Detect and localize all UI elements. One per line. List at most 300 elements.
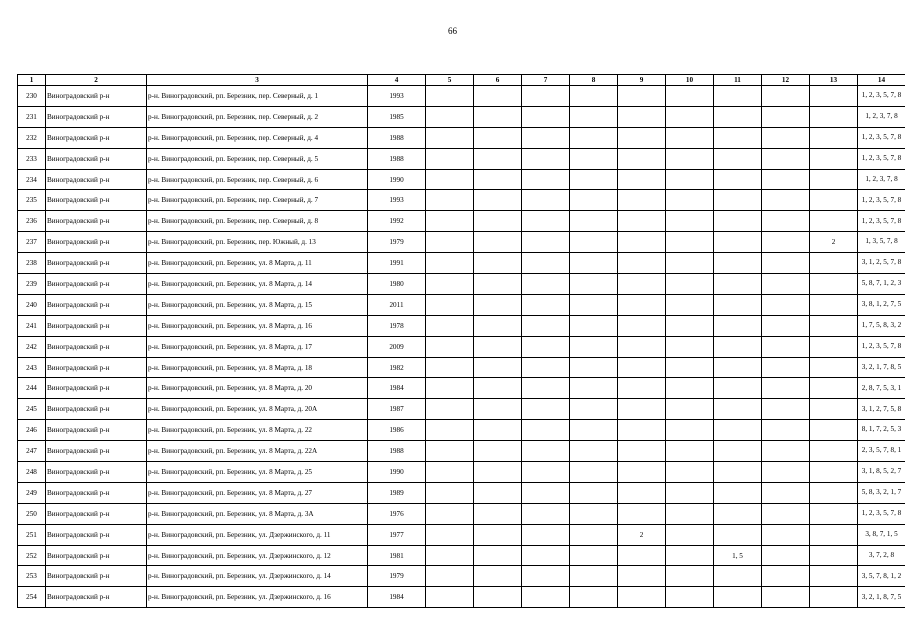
table-row — [18, 399, 905, 420]
cell-col-5 — [426, 106, 474, 127]
column-header-2: 2 — [46, 75, 147, 86]
cell-col-12 — [762, 190, 810, 211]
cell-col-7 — [522, 524, 570, 545]
cell-col-3: р-н. Виноградовский, рп. Березник, ул. 8 Марта, д. 22А — [147, 441, 368, 462]
cell-col-6 — [474, 441, 522, 462]
cell-col-11 — [714, 294, 762, 315]
cell-col-9 — [618, 211, 666, 232]
cell-col-8 — [570, 545, 618, 566]
cell-col-9 — [618, 190, 666, 211]
cell-col-10 — [666, 190, 714, 211]
cell-col-11: 1, 5 — [714, 545, 762, 566]
cell-col-9 — [618, 545, 666, 566]
cell-col-7 — [522, 420, 570, 441]
cell-col-11 — [714, 86, 762, 107]
column-header-3: 3 — [147, 75, 368, 86]
table-row — [18, 253, 905, 274]
cell-col-11 — [714, 336, 762, 357]
cell-col-2: Виноградовский р-н — [46, 378, 147, 399]
cell-col-10 — [666, 86, 714, 107]
cell-col-12 — [762, 399, 810, 420]
cell-col-2: Виноградовский р-н — [46, 545, 147, 566]
cell-col-1: 239 — [18, 274, 46, 295]
cell-col-4: 1985 — [368, 106, 426, 127]
cell-col-5 — [426, 127, 474, 148]
cell-col-13 — [810, 462, 858, 483]
cell-col-1: 231 — [18, 106, 46, 127]
cell-col-13 — [810, 274, 858, 295]
cell-col-8 — [570, 106, 618, 127]
cell-col-2: Виноградовский р-н — [46, 253, 147, 274]
cell-col-11 — [714, 315, 762, 336]
cell-col-3: р-н. Виноградовский, рп. Березник, ул. 8 Марта, д. 15 — [147, 294, 368, 315]
cell-col-13 — [810, 336, 858, 357]
cell-col-10 — [666, 274, 714, 295]
cell-col-10 — [666, 148, 714, 169]
cell-col-13 — [810, 566, 858, 587]
cell-col-12 — [762, 274, 810, 295]
cell-col-9 — [618, 274, 666, 295]
cell-col-7 — [522, 357, 570, 378]
cell-col-8 — [570, 503, 618, 524]
cell-col-7 — [522, 274, 570, 295]
cell-col-2: Виноградовский р-н — [46, 106, 147, 127]
cell-col-7 — [522, 566, 570, 587]
cell-col-6 — [474, 420, 522, 441]
table-row — [18, 336, 905, 357]
cell-col-6 — [474, 336, 522, 357]
cell-col-7 — [522, 399, 570, 420]
cell-col-11 — [714, 211, 762, 232]
cell-col-6 — [474, 294, 522, 315]
cell-col-4: 1981 — [368, 545, 426, 566]
cell-col-10 — [666, 336, 714, 357]
cell-col-2: Виноградовский р-н — [46, 86, 147, 107]
table-row — [18, 127, 905, 148]
cell-col-10 — [666, 232, 714, 253]
cell-col-4: 1979 — [368, 232, 426, 253]
cell-col-10 — [666, 462, 714, 483]
cell-col-5 — [426, 399, 474, 420]
cell-col-14: 3, 1, 2, 7, 5, 8 — [858, 399, 905, 420]
table-row — [18, 378, 905, 399]
cell-col-13 — [810, 106, 858, 127]
column-header-8: 8 — [570, 75, 618, 86]
cell-col-6 — [474, 503, 522, 524]
cell-col-2: Виноградовский р-н — [46, 148, 147, 169]
cell-col-3: р-н. Виноградовский, рп. Березник, ул. 8 Марта, д. 20 — [147, 378, 368, 399]
cell-col-9 — [618, 482, 666, 503]
cell-col-11 — [714, 420, 762, 441]
cell-col-2: Виноградовский р-н — [46, 294, 147, 315]
cell-col-3: р-н. Виноградовский, рп. Березник, ул. Дзержинского, д. 12 — [147, 545, 368, 566]
cell-col-1: 241 — [18, 315, 46, 336]
cell-col-5 — [426, 86, 474, 107]
cell-col-11 — [714, 357, 762, 378]
cell-col-5 — [426, 441, 474, 462]
cell-col-5 — [426, 524, 474, 545]
cell-col-11 — [714, 566, 762, 587]
cell-col-10 — [666, 169, 714, 190]
table-row — [18, 566, 905, 587]
cell-col-13 — [810, 86, 858, 107]
cell-col-13 — [810, 294, 858, 315]
cell-col-12 — [762, 420, 810, 441]
cell-col-2: Виноградовский р-н — [46, 482, 147, 503]
cell-col-13 — [810, 253, 858, 274]
cell-col-2: Виноградовский р-н — [46, 420, 147, 441]
cell-col-2: Виноградовский р-н — [46, 232, 147, 253]
cell-col-1: 246 — [18, 420, 46, 441]
cell-col-14: 3, 8, 1, 2, 7, 5 — [858, 294, 905, 315]
table-row — [18, 587, 905, 608]
cell-col-7 — [522, 211, 570, 232]
cell-col-8 — [570, 441, 618, 462]
column-header-4: 4 — [368, 75, 426, 86]
cell-col-2: Виноградовский р-н — [46, 524, 147, 545]
cell-col-13 — [810, 378, 858, 399]
column-header-13: 13 — [810, 75, 858, 86]
cell-col-6 — [474, 482, 522, 503]
cell-col-14: 3, 8, 7, 1, 5 — [858, 524, 905, 545]
cell-col-5 — [426, 336, 474, 357]
cell-col-8 — [570, 357, 618, 378]
table-row — [18, 503, 905, 524]
cell-col-10 — [666, 399, 714, 420]
cell-col-14: 3, 2, 1, 8, 7, 5 — [858, 587, 905, 608]
table-row — [18, 545, 905, 566]
cell-col-14: 2, 3, 5, 7, 8, 1 — [858, 441, 905, 462]
cell-col-7 — [522, 232, 570, 253]
cell-col-12 — [762, 148, 810, 169]
cell-col-11 — [714, 148, 762, 169]
cell-col-3: р-н. Виноградовский, рп. Березник, ул. Дзержинского, д. 14 — [147, 566, 368, 587]
cell-col-13 — [810, 503, 858, 524]
cell-col-8 — [570, 378, 618, 399]
cell-col-5 — [426, 357, 474, 378]
table-row — [18, 86, 905, 107]
cell-col-11 — [714, 190, 762, 211]
cell-col-3: р-н. Виноградовский, рп. Березник, пер. Северный, д. 1 — [147, 86, 368, 107]
cell-col-12 — [762, 378, 810, 399]
cell-col-9 — [618, 86, 666, 107]
cell-col-1: 242 — [18, 336, 46, 357]
column-header-9: 9 — [618, 75, 666, 86]
cell-col-5 — [426, 315, 474, 336]
cell-col-4: 1992 — [368, 211, 426, 232]
cell-col-1: 244 — [18, 378, 46, 399]
table-row — [18, 524, 905, 545]
cell-col-1: 240 — [18, 294, 46, 315]
cell-col-10 — [666, 127, 714, 148]
cell-col-5 — [426, 462, 474, 483]
cell-col-12 — [762, 211, 810, 232]
cell-col-2: Виноградовский р-н — [46, 357, 147, 378]
cell-col-8 — [570, 566, 618, 587]
cell-col-4: 1987 — [368, 399, 426, 420]
table-row — [18, 190, 905, 211]
cell-col-5 — [426, 253, 474, 274]
cell-col-13 — [810, 211, 858, 232]
cell-col-6 — [474, 148, 522, 169]
cell-col-12 — [762, 566, 810, 587]
cell-col-13 — [810, 127, 858, 148]
cell-col-12 — [762, 587, 810, 608]
cell-col-11 — [714, 232, 762, 253]
cell-col-10 — [666, 253, 714, 274]
table-body — [18, 86, 905, 608]
cell-col-3: р-н. Виноградовский, рп. Березник, ул. 8 Марта, д. 11 — [147, 253, 368, 274]
cell-col-11 — [714, 106, 762, 127]
cell-col-3: р-н. Виноградовский, рп. Березник, пер. Северный, д. 5 — [147, 148, 368, 169]
cell-col-11 — [714, 587, 762, 608]
cell-col-10 — [666, 294, 714, 315]
cell-col-6 — [474, 315, 522, 336]
cell-col-14: 1, 7, 5, 8, 3, 2 — [858, 315, 905, 336]
table-row — [18, 420, 905, 441]
table-row — [18, 462, 905, 483]
header-row — [18, 75, 905, 86]
cell-col-3: р-н. Виноградовский, рп. Березник, ул. 8 Марта, д. 18 — [147, 357, 368, 378]
table-row — [18, 232, 905, 253]
table-row — [18, 169, 905, 190]
cell-col-10 — [666, 441, 714, 462]
cell-col-12 — [762, 232, 810, 253]
cell-col-5 — [426, 587, 474, 608]
cell-col-1: 234 — [18, 169, 46, 190]
cell-col-3: р-н. Виноградовский, рп. Березник, пер. Северный, д. 6 — [147, 169, 368, 190]
cell-col-12 — [762, 524, 810, 545]
cell-col-14: 3, 2, 1, 7, 8, 5 — [858, 357, 905, 378]
cell-col-12 — [762, 336, 810, 357]
cell-col-3: р-н. Виноградовский, рп. Березник, ул. Дзержинского, д. 11 — [147, 524, 368, 545]
cell-col-9 — [618, 232, 666, 253]
cell-col-10 — [666, 545, 714, 566]
cell-col-10 — [666, 315, 714, 336]
cell-col-13 — [810, 482, 858, 503]
cell-col-14: 1, 2, 3, 5, 7, 8 — [858, 148, 905, 169]
cell-col-4: 1984 — [368, 378, 426, 399]
column-header-7: 7 — [522, 75, 570, 86]
cell-col-14: 5, 8, 3, 2, 1, 7 — [858, 482, 905, 503]
cell-col-8 — [570, 587, 618, 608]
cell-col-2: Виноградовский р-н — [46, 211, 147, 232]
cell-col-2: Виноградовский р-н — [46, 441, 147, 462]
cell-col-14: 2, 8, 7, 5, 3, 1 — [858, 378, 905, 399]
cell-col-9 — [618, 357, 666, 378]
cell-col-5 — [426, 274, 474, 295]
cell-col-8 — [570, 253, 618, 274]
cell-col-1: 250 — [18, 503, 46, 524]
column-header-1: 1 — [18, 75, 46, 86]
cell-col-13 — [810, 441, 858, 462]
cell-col-9 — [618, 253, 666, 274]
column-header-6: 6 — [474, 75, 522, 86]
cell-col-5 — [426, 482, 474, 503]
cell-col-5 — [426, 566, 474, 587]
cell-col-10 — [666, 587, 714, 608]
cell-col-9 — [618, 127, 666, 148]
cell-col-2: Виноградовский р-н — [46, 315, 147, 336]
table-row — [18, 211, 905, 232]
cell-col-1: 251 — [18, 524, 46, 545]
cell-col-10 — [666, 503, 714, 524]
cell-col-4: 2011 — [368, 294, 426, 315]
cell-col-11 — [714, 378, 762, 399]
cell-col-9 — [618, 106, 666, 127]
cell-col-9 — [618, 587, 666, 608]
cell-col-1: 232 — [18, 127, 46, 148]
cell-col-6 — [474, 566, 522, 587]
cell-col-4: 1977 — [368, 524, 426, 545]
cell-col-9 — [618, 294, 666, 315]
cell-col-13 — [810, 190, 858, 211]
cell-col-14: 1, 3, 5, 7, 8 — [858, 232, 905, 253]
cell-col-12 — [762, 169, 810, 190]
cell-col-9 — [618, 420, 666, 441]
cell-col-7 — [522, 106, 570, 127]
cell-col-14: 5, 8, 7, 1, 2, 3 — [858, 274, 905, 295]
cell-col-11 — [714, 274, 762, 295]
cell-col-4: 1979 — [368, 566, 426, 587]
cell-col-13 — [810, 524, 858, 545]
cell-col-10 — [666, 420, 714, 441]
cell-col-6 — [474, 274, 522, 295]
cell-col-6 — [474, 357, 522, 378]
cell-col-14: 3, 1, 2, 5, 7, 8 — [858, 253, 905, 274]
cell-col-3: р-н. Виноградовский, рп. Березник, ул. 8 Марта, д. 20А — [147, 399, 368, 420]
cell-col-6 — [474, 587, 522, 608]
cell-col-5 — [426, 545, 474, 566]
cell-col-2: Виноградовский р-н — [46, 190, 147, 211]
cell-col-6 — [474, 127, 522, 148]
cell-col-1: 230 — [18, 86, 46, 107]
cell-col-6 — [474, 253, 522, 274]
cell-col-7 — [522, 190, 570, 211]
cell-col-2: Виноградовский р-н — [46, 587, 147, 608]
cell-col-11 — [714, 127, 762, 148]
cell-col-4: 2009 — [368, 336, 426, 357]
cell-col-7 — [522, 462, 570, 483]
cell-col-2: Виноградовский р-н — [46, 462, 147, 483]
cell-col-8 — [570, 274, 618, 295]
cell-col-7 — [522, 336, 570, 357]
cell-col-9 — [618, 462, 666, 483]
cell-col-13 — [810, 148, 858, 169]
cell-col-6 — [474, 399, 522, 420]
cell-col-1: 247 — [18, 441, 46, 462]
cell-col-2: Виноградовский р-н — [46, 566, 147, 587]
cell-col-12 — [762, 503, 810, 524]
cell-col-12 — [762, 357, 810, 378]
cell-col-13 — [810, 545, 858, 566]
cell-col-7 — [522, 148, 570, 169]
cell-col-12 — [762, 253, 810, 274]
cell-col-6 — [474, 378, 522, 399]
cell-col-4: 1978 — [368, 315, 426, 336]
cell-col-9 — [618, 503, 666, 524]
column-header-12: 12 — [762, 75, 810, 86]
cell-col-3: р-н. Виноградовский, рп. Березник, ул. 8 Марта, д. 3А — [147, 503, 368, 524]
cell-col-10 — [666, 566, 714, 587]
cell-col-6 — [474, 211, 522, 232]
cell-col-8 — [570, 190, 618, 211]
table-row — [18, 441, 905, 462]
cell-col-8 — [570, 420, 618, 441]
cell-col-1: 245 — [18, 399, 46, 420]
cell-col-7 — [522, 503, 570, 524]
cell-col-8 — [570, 482, 618, 503]
cell-col-1: 243 — [18, 357, 46, 378]
cell-col-14: 1, 2, 3, 5, 7, 8 — [858, 86, 905, 107]
cell-col-6 — [474, 86, 522, 107]
cell-col-9 — [618, 336, 666, 357]
cell-col-12 — [762, 294, 810, 315]
cell-col-6 — [474, 232, 522, 253]
cell-col-6 — [474, 169, 522, 190]
cell-col-12 — [762, 315, 810, 336]
cell-col-14: 1, 2, 3, 5, 7, 8 — [858, 336, 905, 357]
houses-table — [17, 74, 905, 608]
table-row — [18, 482, 905, 503]
cell-col-5 — [426, 420, 474, 441]
cell-col-5 — [426, 169, 474, 190]
cell-col-1: 254 — [18, 587, 46, 608]
cell-col-1: 248 — [18, 462, 46, 483]
cell-col-1: 236 — [18, 211, 46, 232]
cell-col-8 — [570, 524, 618, 545]
cell-col-11 — [714, 524, 762, 545]
cell-col-3: р-н. Виноградовский, рп. Березник, ул. 8 Марта, д. 27 — [147, 482, 368, 503]
cell-col-9 — [618, 315, 666, 336]
cell-col-8 — [570, 294, 618, 315]
cell-col-4: 1988 — [368, 127, 426, 148]
column-header-11: 11 — [714, 75, 762, 86]
cell-col-12 — [762, 127, 810, 148]
cell-col-10 — [666, 524, 714, 545]
cell-col-9 — [618, 148, 666, 169]
cell-col-9 — [618, 566, 666, 587]
cell-col-9 — [618, 441, 666, 462]
cell-col-5 — [426, 378, 474, 399]
cell-col-7 — [522, 294, 570, 315]
cell-col-5 — [426, 503, 474, 524]
cell-col-9 — [618, 378, 666, 399]
cell-col-8 — [570, 315, 618, 336]
cell-col-14: 1, 2, 3, 7, 8 — [858, 106, 905, 127]
cell-col-5 — [426, 148, 474, 169]
cell-col-10 — [666, 106, 714, 127]
cell-col-8 — [570, 232, 618, 253]
cell-col-7 — [522, 587, 570, 608]
cell-col-2: Виноградовский р-н — [46, 274, 147, 295]
column-header-5: 5 — [426, 75, 474, 86]
cell-col-14: 1, 2, 3, 5, 7, 8 — [858, 503, 905, 524]
cell-col-7 — [522, 86, 570, 107]
cell-col-7 — [522, 378, 570, 399]
cell-col-3: р-н. Виноградовский, рп. Березник, ул. Дзержинского, д. 16 — [147, 587, 368, 608]
cell-col-9 — [618, 169, 666, 190]
cell-col-13: 2 — [810, 232, 858, 253]
cell-col-4: 1980 — [368, 274, 426, 295]
cell-col-2: Виноградовский р-н — [46, 399, 147, 420]
cell-col-14: 1, 2, 3, 5, 7, 8 — [858, 190, 905, 211]
cell-col-13 — [810, 169, 858, 190]
cell-col-8 — [570, 86, 618, 107]
cell-col-12 — [762, 545, 810, 566]
cell-col-5 — [426, 211, 474, 232]
cell-col-11 — [714, 462, 762, 483]
